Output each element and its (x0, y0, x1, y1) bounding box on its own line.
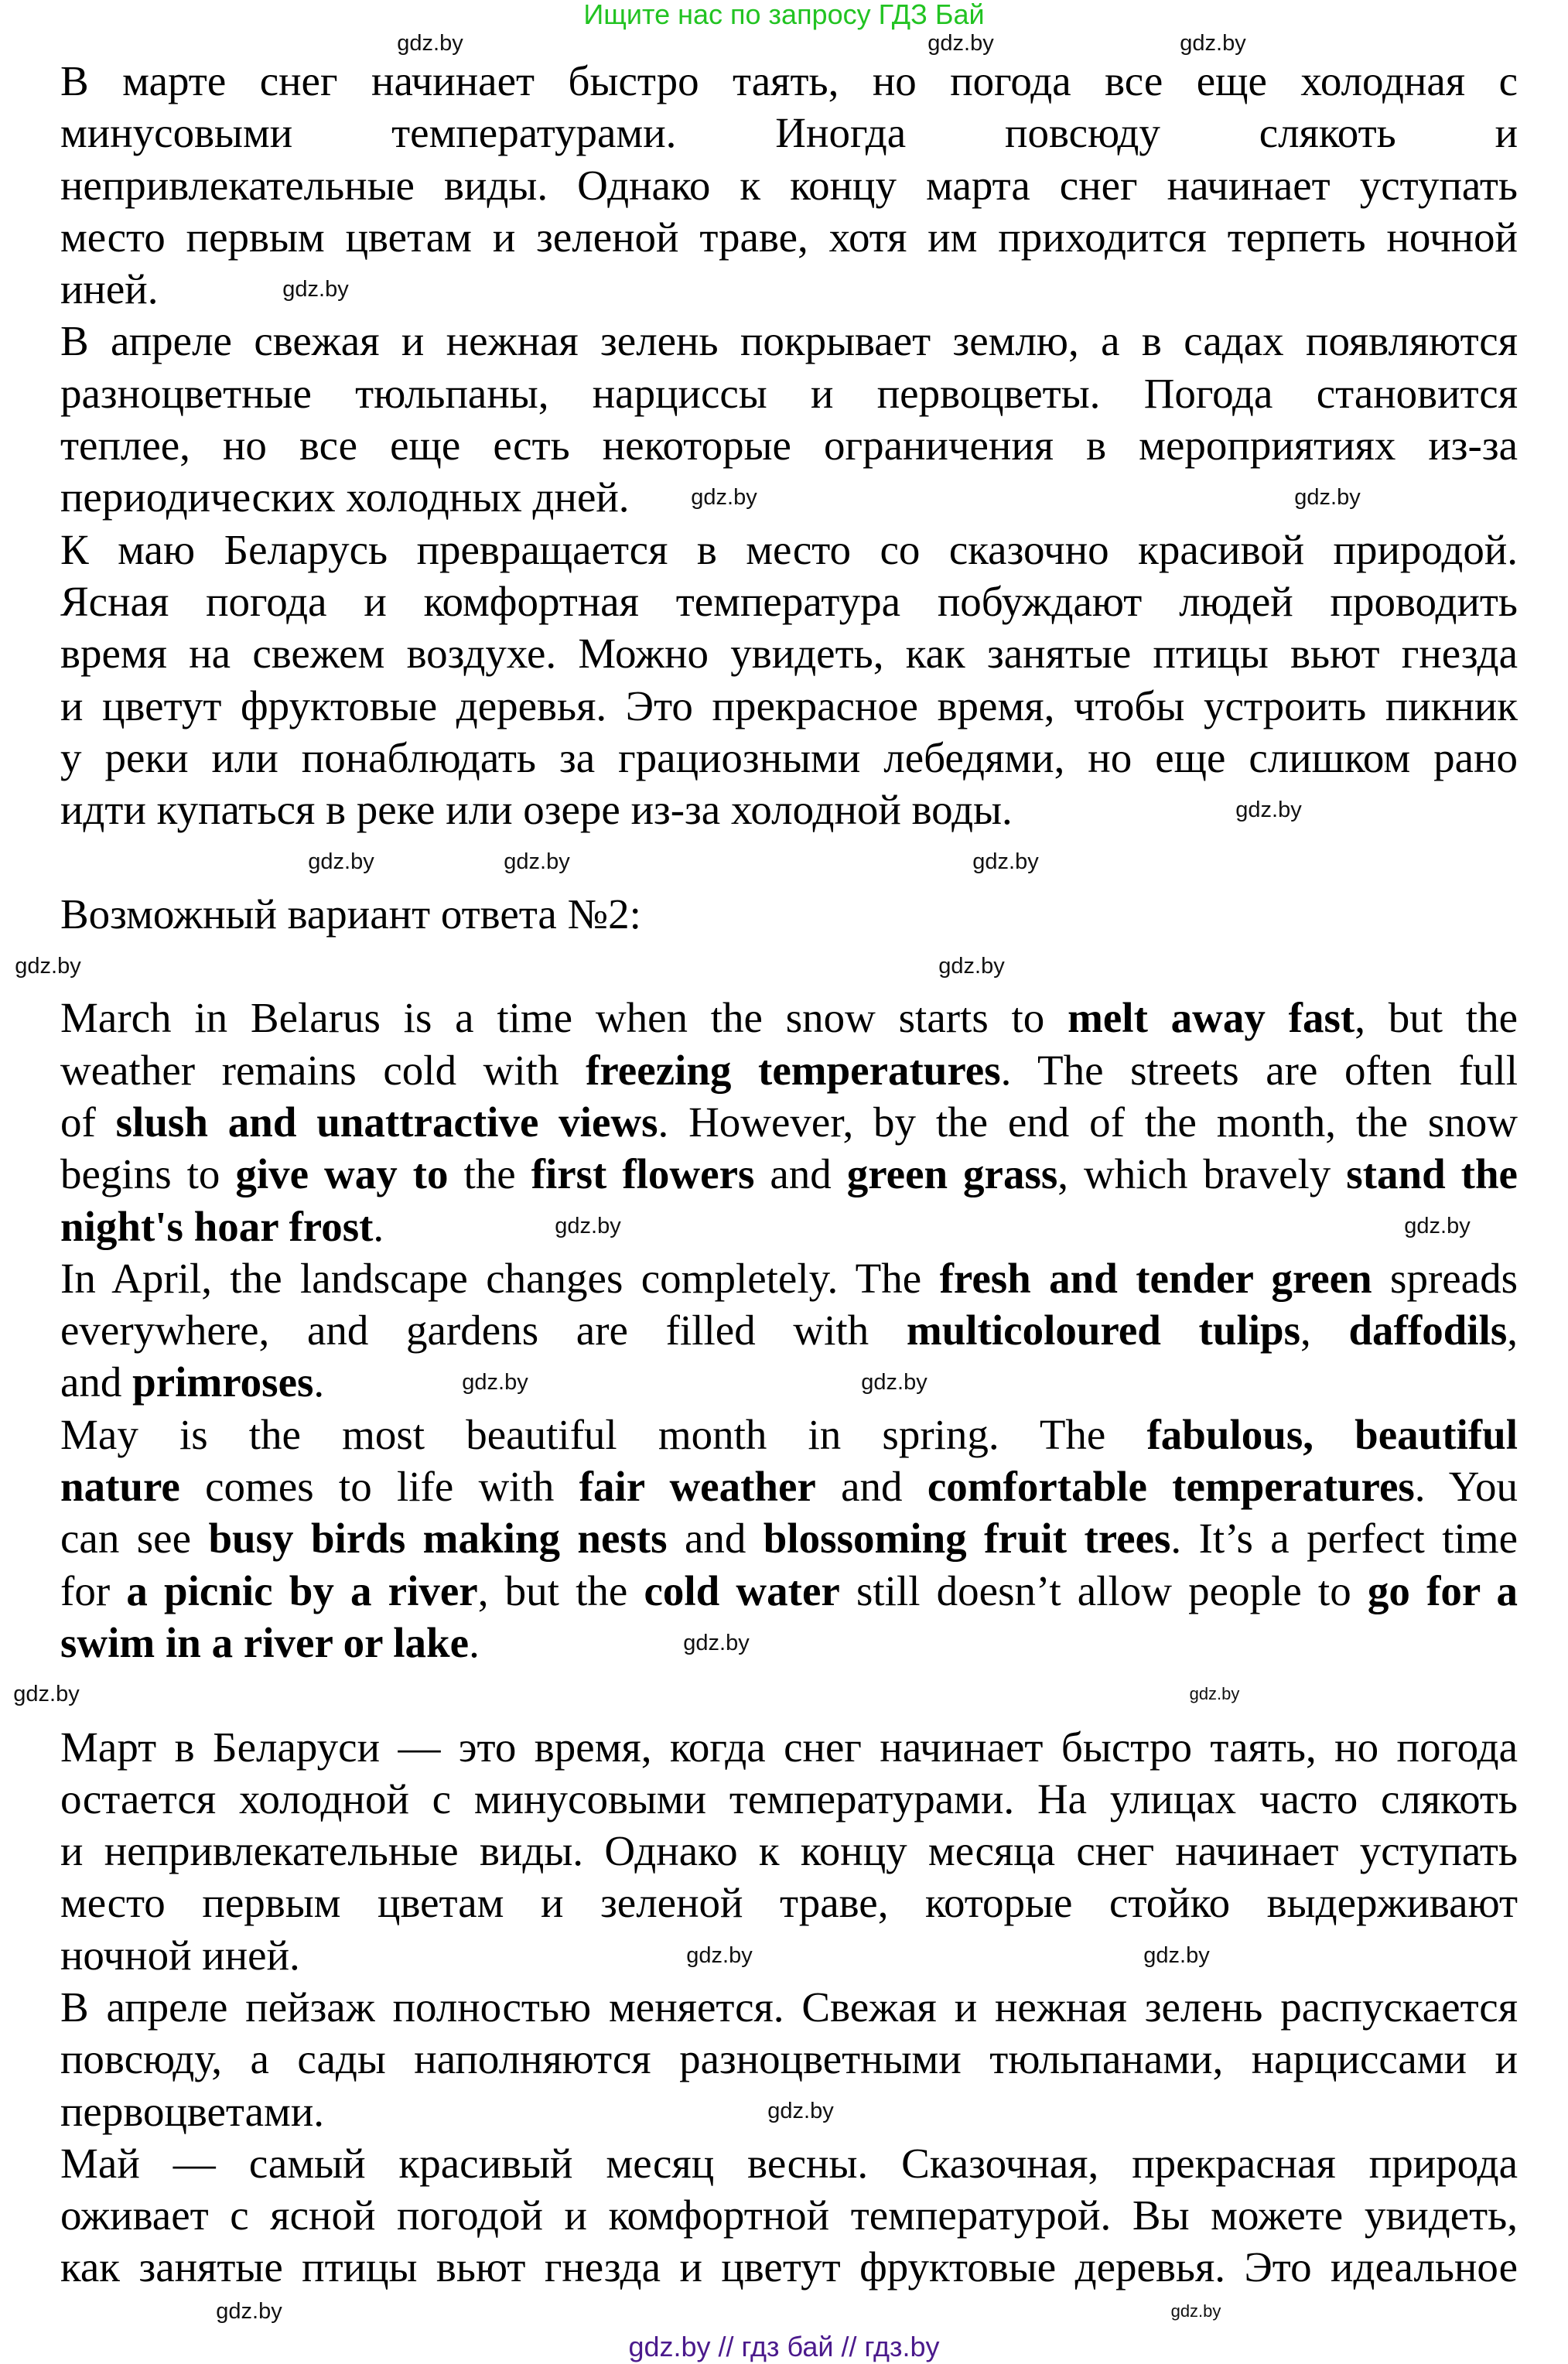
text-line (60, 1096, 1518, 1148)
text-run: May is the most beautiful month in spring. The (60, 1410, 1147, 1458)
text-run: место первым цветам и зеленой траве, которые стойко выдерживают (60, 1879, 1518, 1927)
document-body (60, 55, 1518, 2294)
text-run: and (754, 1150, 847, 1198)
bold-phrase: go for a (1367, 1566, 1518, 1614)
text-line (60, 1669, 1518, 1720)
bold-phrase: blossoming fruit trees (763, 1515, 1171, 1563)
text-line (60, 2137, 1518, 2189)
text-run: and (60, 1358, 133, 1406)
watermark: gdz.by (1189, 1684, 1240, 1703)
text-line (60, 55, 1518, 107)
text-run: повсюду, а сады наполняются разноцветными тюльпанами, нарциссами и (60, 2035, 1518, 2083)
text-run: and (667, 1515, 764, 1563)
text-line (60, 1252, 1518, 1304)
paragraph (60, 940, 1518, 992)
text-run: идти купаться в реке или озере из-за холодной воды. (60, 786, 1013, 834)
text-run: теплее, но все еще есть некоторые ограничения в мероприятиях из-за (60, 422, 1518, 470)
text-run: Март в Беларуси — это время, когда снег начинает быстро таять, но погода (60, 1723, 1518, 1771)
watermark: gdz.by (767, 2099, 834, 2123)
text-run: и цветут фруктовые деревья. Это прекрасное время, чтобы устроить пикник (60, 682, 1518, 729)
text-run: и непривлекательные виды. Однако к концу месяца снег начинает уступать (60, 1827, 1518, 1875)
bold-phrase: fabulous, beautiful (1146, 1410, 1518, 1458)
bold-phrase: swim in a river or lake (60, 1618, 470, 1666)
text-run: begins to (60, 1150, 236, 1198)
text-run: остается холодной с минусовыми температурами. На улицах часто слякоть (60, 1775, 1518, 1823)
text-run: March in Belarus is a time when the snow starts to (60, 994, 1068, 1042)
text-run: and (815, 1463, 927, 1511)
text-run: spreads (1372, 1254, 1518, 1302)
text-run: still doesn’t allow people to (839, 1566, 1368, 1614)
bold-phrase: give way to (235, 1150, 449, 1198)
paragraph (60, 888, 1518, 940)
text-line (60, 107, 1518, 159)
watermark: gdz.by (861, 1370, 927, 1395)
watermark: gdz.by (1143, 1943, 1210, 1968)
bold-phrase: multicoloured tulips (906, 1307, 1301, 1355)
text-run: К маю Беларусь превращается в место со сказочно красивой природой. (60, 525, 1518, 573)
paragraph (60, 1669, 1518, 1720)
bold-phrase: comfortable temperatures (927, 1463, 1415, 1511)
text-run: of (60, 1098, 116, 1146)
text-run: В марте снег начинает быстро таять, но погода все еще холодная с (60, 57, 1518, 104)
text-run: В апреле свежая и нежная зелень покрывает землю, а в садах появляются (60, 317, 1518, 365)
bold-phrase: melt away fast (1068, 994, 1355, 1042)
text-run: . (313, 1358, 325, 1406)
text-line (60, 1617, 1518, 1669)
text-run: . However, by the end of the month, the snow (658, 1098, 1518, 1146)
paragraph (60, 1721, 1518, 1981)
footer-banner: gdz.by // гдз бай // гдз.by (628, 2331, 940, 2362)
bold-phrase: primroses (132, 1358, 314, 1406)
bold-phrase: slush and unattractive views (115, 1098, 658, 1146)
text-line (60, 2189, 1518, 2241)
watermark: gdz.by (927, 31, 994, 56)
watermark: gdz.by (555, 1214, 621, 1238)
text-run: . You (1414, 1463, 1518, 1511)
text-run: . It’s a perfect time (1170, 1515, 1518, 1563)
watermark: gdz.by (938, 954, 1005, 979)
bold-phrase: a picnic by a river (126, 1566, 478, 1614)
text-run: weather remains cold with (60, 1046, 586, 1094)
text-run: непривлекательные виды. Однако к концу марта снег начинает уступать (60, 161, 1518, 209)
text-line (60, 627, 1518, 679)
text-line (60, 576, 1518, 627)
watermark: gdz.by (683, 1631, 750, 1655)
watermark: gdz.by (504, 849, 570, 874)
bold-phrase: busy birds making nests (208, 1515, 668, 1563)
watermark: gdz.by (1294, 485, 1361, 510)
text-line (60, 1981, 1518, 2033)
text-run: ночной иней. (60, 1931, 300, 1979)
watermark: gdz.by (1235, 798, 1302, 822)
text-line (60, 1929, 1518, 1981)
watermark: gdz.by (1180, 31, 1246, 56)
text-run: оживает с ясной погодой и комфортной температурой. Вы можете увидеть, (60, 2191, 1518, 2239)
bold-phrase: fair weather (579, 1463, 816, 1511)
bold-phrase: nature (60, 1463, 180, 1511)
text-line (60, 1721, 1518, 1773)
text-line (60, 992, 1518, 1044)
text-line (60, 211, 1518, 263)
text-line (60, 1409, 1518, 1460)
text-line (60, 940, 1518, 992)
paragraph (60, 835, 1518, 887)
text-run: периодических холодных дней. (60, 473, 630, 521)
watermark: gdz.by (972, 849, 1039, 874)
bold-phrase: cold water (644, 1566, 840, 1614)
watermark: gdz.by (216, 2299, 282, 2324)
text-run: , but the (477, 1566, 644, 1614)
watermark: gdz.by (691, 485, 757, 510)
watermark: gdz.by (1170, 2301, 1221, 2321)
paragraph (60, 524, 1518, 836)
bold-phrase: daffodils (1348, 1307, 1508, 1355)
text-run: минусовыми температурами. Иногда повсюду слякоть и (60, 109, 1518, 157)
bold-phrase: freezing temperatures (586, 1046, 1001, 1094)
bold-phrase: first flowers (531, 1150, 755, 1198)
text-run: everywhere, and gardens are filled with (60, 1307, 907, 1355)
text-run: у реки или понаблюдать за грациозными лебедями, но еще слишком рано (60, 733, 1518, 781)
text-line (60, 1825, 1518, 1877)
bold-phrase: fresh and tender green (939, 1254, 1372, 1302)
text-line (60, 263, 1518, 315)
text-line (60, 1304, 1518, 1356)
text-line (60, 680, 1518, 732)
text-line (60, 835, 1518, 887)
text-line (60, 2241, 1518, 2293)
text-line (60, 1460, 1518, 1512)
text-run: Май — самый красивый месяц весны. Сказочная, прекрасная природа (60, 2139, 1518, 2187)
paragraph (60, 55, 1518, 315)
text-line (60, 1356, 1518, 1408)
bold-phrase: stand the (1346, 1150, 1518, 1198)
text-line (60, 159, 1518, 211)
text-line (60, 1773, 1518, 1825)
text-line (60, 1148, 1518, 1200)
paragraph (60, 1252, 1518, 1409)
text-run: разноцветные тюльпаны, нарциссы и первоцветы. Погода становится (60, 369, 1518, 417)
text-line (60, 1565, 1518, 1617)
watermark: gdz.by (13, 1682, 80, 1706)
text-run: , but the (1354, 994, 1518, 1042)
text-line (60, 1512, 1518, 1564)
watermark: gdz.by (397, 31, 463, 56)
text-run: , which bravely (1057, 1150, 1347, 1198)
search-banner: Ищите нас по запросу ГДЗ Бай (583, 0, 985, 30)
text-line (60, 367, 1518, 419)
text-run: Ясная погода и комфортная температура побуждают людей проводить (60, 577, 1518, 625)
text-run: иней. (60, 265, 159, 313)
text-run: can see (60, 1515, 209, 1563)
text-run: comes to life with (179, 1463, 579, 1511)
watermark: gdz.by (15, 954, 81, 979)
text-run: . (373, 1202, 384, 1250)
text-line (60, 888, 1518, 940)
bold-phrase: green grass (846, 1150, 1058, 1198)
text-run: , (1507, 1307, 1518, 1355)
text-line (60, 315, 1518, 367)
text-line (60, 419, 1518, 471)
text-run: . (469, 1618, 480, 1666)
watermark: gdz.by (1404, 1214, 1471, 1238)
text-line (60, 732, 1518, 784)
text-line (60, 2033, 1518, 2085)
text-run: the (448, 1150, 531, 1198)
text-run: В апреле пейзаж полностью меняется. Свежая и нежная зелень распускается (60, 1983, 1518, 2031)
watermark: gdz.by (686, 1943, 753, 1968)
text-line (60, 1201, 1518, 1252)
text-run: как занятые птицы вьют гнезда и цветут фруктовые деревья. Это идеальное (60, 2243, 1518, 2291)
text-line (60, 1877, 1518, 1928)
text-run: In April, the landscape changes completely. The (60, 1254, 940, 1302)
text-run: время на свежем воздухе. Можно увидеть, как занятые птицы вьют гнезда (60, 630, 1518, 678)
bold-phrase: night's hoar frost (60, 1202, 374, 1250)
text-run: первоцветами. (60, 2087, 325, 2135)
watermark: gdz.by (462, 1370, 528, 1395)
text-run: , (1300, 1307, 1349, 1355)
text-run: . The streets are often full (1000, 1046, 1518, 1094)
text-run: Возможный вариант ответа №2: (60, 890, 641, 938)
paragraph (60, 1409, 1518, 1669)
paragraph (60, 2137, 1518, 2294)
text-run: for (60, 1566, 127, 1614)
watermark: gdz.by (308, 849, 374, 874)
paragraph (60, 992, 1518, 1252)
text-line (60, 524, 1518, 576)
watermark: gdz.by (282, 277, 349, 302)
text-line (60, 1044, 1518, 1096)
text-run: место первым цветам и зеленой траве, хотя им приходится терпеть ночной (60, 213, 1518, 261)
